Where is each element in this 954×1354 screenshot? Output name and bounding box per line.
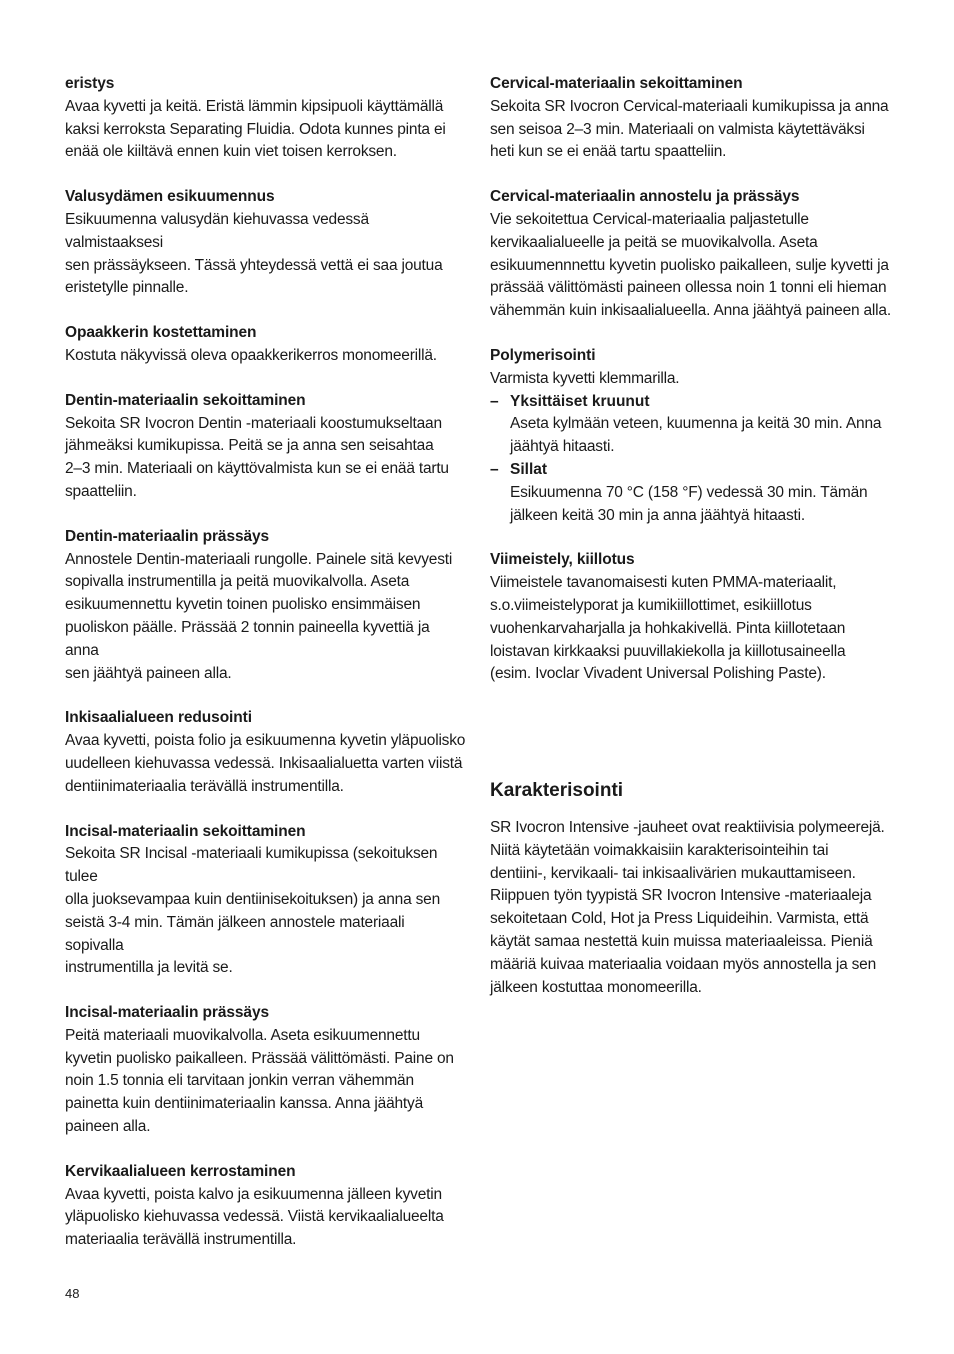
dash-bullet: – [490,392,499,410]
section-body: Varmista kyvetti klemmarilla. [490,369,680,387]
section-kervikaalialueen-kerrostaminen [65,1161,467,1252]
section-inkisaalialueen-redusointi [65,707,467,798]
section-title: Dentin-materiaalin prässäys [65,527,270,545]
section-title: eristys [65,75,115,92]
dash-bullet: – [490,460,499,478]
section-incisal-prassays [65,1002,467,1139]
section-body: Avaa kyvetti ja keitä. Eristä lämmin kipsipuoli käyttämällä kaksi kerroksta Separating Fluidia. Odota kunnes pinta ei enää ole kiiltävä ennen kuin viet toisen kerroksen. [65,97,446,161]
section-title: Polymerisointi [490,346,596,364]
section-body: Vie sekoitettua Cervical-materiaalia paljastetulle kervikaalialueelle ja peitä se muovikalvolla. Aseta esikuumennnettu kyvetin puolisko paikalleen, sulje kyvetti ja prässää välittömästi paineen ollessa noin 1 tonni eli hieman vähemmän kuin inkisaalialueella. Anna jäähtyä paineen alla. [490,210,891,320]
section-title: Viimeistely, kiillotus [490,551,635,569]
section-cervical-sekoittaminen [490,73,892,164]
section-title: Incisal-materiaalin prässäys [65,1004,269,1022]
section-body: Peitä materiaali muovikalvolla. Aseta esikuumennettu kyvetin puolisko paikalleen. Prässää välittömästi. Paine on noin 1.5 tonnia eli tarvitaan jonkin verran vähemmän painetta kuin dentiinimateriaalin kanssa. Anna jäähtyä paineen alla. [65,1026,454,1136]
section-title: Valusydämen esikuumennus [65,188,275,206]
section-body: Viimeistele tavanomaisesti kuten PMMA-materiaalit, s.o.viimeistelyporat ja kumikiillottimet, esikiillotus vuohenkarvaharjalla ja hohkakivellä. Pinta kiillotetaan loistavan kirkkaaksi puuvillakiekolla ja kiillotusaineella (esim. Ivoclar Vivadent Universal Polishing Paste). [490,574,846,683]
page-number: 48 [65,1286,80,1301]
section-title: Dentin-materiaalin sekoittaminen [65,391,306,409]
section-cervical-annostelu-prassays [490,186,892,323]
section-incisal-sekoittaminen [65,821,467,981]
list-item [490,391,892,459]
section-body: Kostuta näkyvissä oleva opaakkerikerros monomeerillä. [65,346,437,364]
section-viimeistely-kiillotus [490,549,892,686]
list-item-body: Aseta kylmään veteen, kuumenna ja keitä 30 min. Anna jäähtyä hitaasti. [510,415,882,456]
section-body: Sekoita SR Ivocron Cervical-materiaali kumikupissa ja anna sen seisoa 2–3 min. Materiaali on valmista käytettäväksi heti kun se ei enää tartu spaatteliin. [490,97,889,161]
list-item [490,459,892,527]
list-item-title: Sillat [510,460,548,478]
list-item-title: Yksittäiset kruunut [510,392,650,410]
section-body: Sekoita SR Incisal -materiaali kumikupissa (sekoituksen tulee olla juoksevampaa kuin dentiinisekoituksen) ja anna sen seistä 3-4 min. Tämän jälkeen annostele materiaali sopivalla instrumentilla ja levitä se. [65,845,441,977]
left-column [65,73,467,1252]
karakterisointi-body: SR Ivocron Intensive -jauheet ovat reaktiivisia polymeerejä. Niitä käytetään voimakkaisiin karakterisointeihin tai dentiini-, kervikaali- tai inkisaalivärien mukauttamiseen. Riippuen työn tyypistä SR Ivocron Intensive -materiaaleja sekoitetaan Cold, Hot ja Press Liquideihin. Varmista, että käytät samaa nestettä kuin muissa materiaaleissa. Pieniä määriä kuivaa materiaalia voidaan myös annostella ja sen jälkeen kostuttaa monomeerilla. [490,819,885,996]
section-eristys [65,73,467,164]
list-item-body: Esikuumenna 70 °C (158 °F) vedessä 30 min. Tämän jälkeen keitä 30 min ja anna jäähtyä hitaasti. [510,483,868,524]
section-title: Cervical-materiaalin annostelu ja prässäys [490,188,800,206]
section-dentin-prassays [65,526,467,686]
section-dentin-sekoittaminen [65,390,467,504]
section-body: Avaa kyvetti, poista folio ja esikuumenna kyvetin yläpuolisko uudelleen kiehuvassa vedessä. Inkisaalialuetta varten viistä dentiinimateriaalia terävällä instrumentilla. [65,732,466,795]
section-title: Cervical-materiaalin sekoittaminen [490,75,743,92]
section-opaakkerin-kostettaminen [65,322,467,368]
section-valusydamen-esikuumennus [65,186,467,300]
section-polymerisointi [490,345,892,527]
section-body: Annostele Dentin-materiaali rungolle. Painele sitä kevyesti sopivalla instrumentilla ja peitä muovikalvolla. Aseta esikuumennettu kyvetin toinen puolisko ensimmäisen puoliskon päälle. Prässää 2 tonnin paineella kyvettiä ja anna sen jäähtyä paineen alla. [65,550,453,682]
section-body: Esikuumenna valusydän kiehuvassa vedessä valmistaaksesi sen prässäykseen. Tässä yhteydessä vettä ei saa joutua eristetylle pinnalle. [65,210,443,297]
section-title: Kervikaalialueen kerrostaminen [65,1162,296,1180]
section-body: Avaa kyvetti, poista kalvo ja esikuumenna jälleen kyvetin yläpuolisko kiehuvassa vedessä. Viistä kervikaalialueelta materiaalia terävällä instrumentilla. [65,1185,444,1249]
section-body: Sekoita SR Ivocron Dentin -materiaali koostumukseltaan jähmeäksi kumikupissa. Peitä se ja anna sen seisahtaa 2–3 min. Materiaali on käyttövalmista kun se ei enää tartu spaatteliin. [65,414,449,500]
right-column [490,73,892,686]
section-title: Incisal-materiaalin sekoittaminen [65,822,306,840]
section-title: Inkisaalialueen redusointi [65,709,252,727]
section-title: Opaakkerin kostettaminen [65,324,257,342]
karakterisointi-heading: Karakterisointi [490,780,624,801]
